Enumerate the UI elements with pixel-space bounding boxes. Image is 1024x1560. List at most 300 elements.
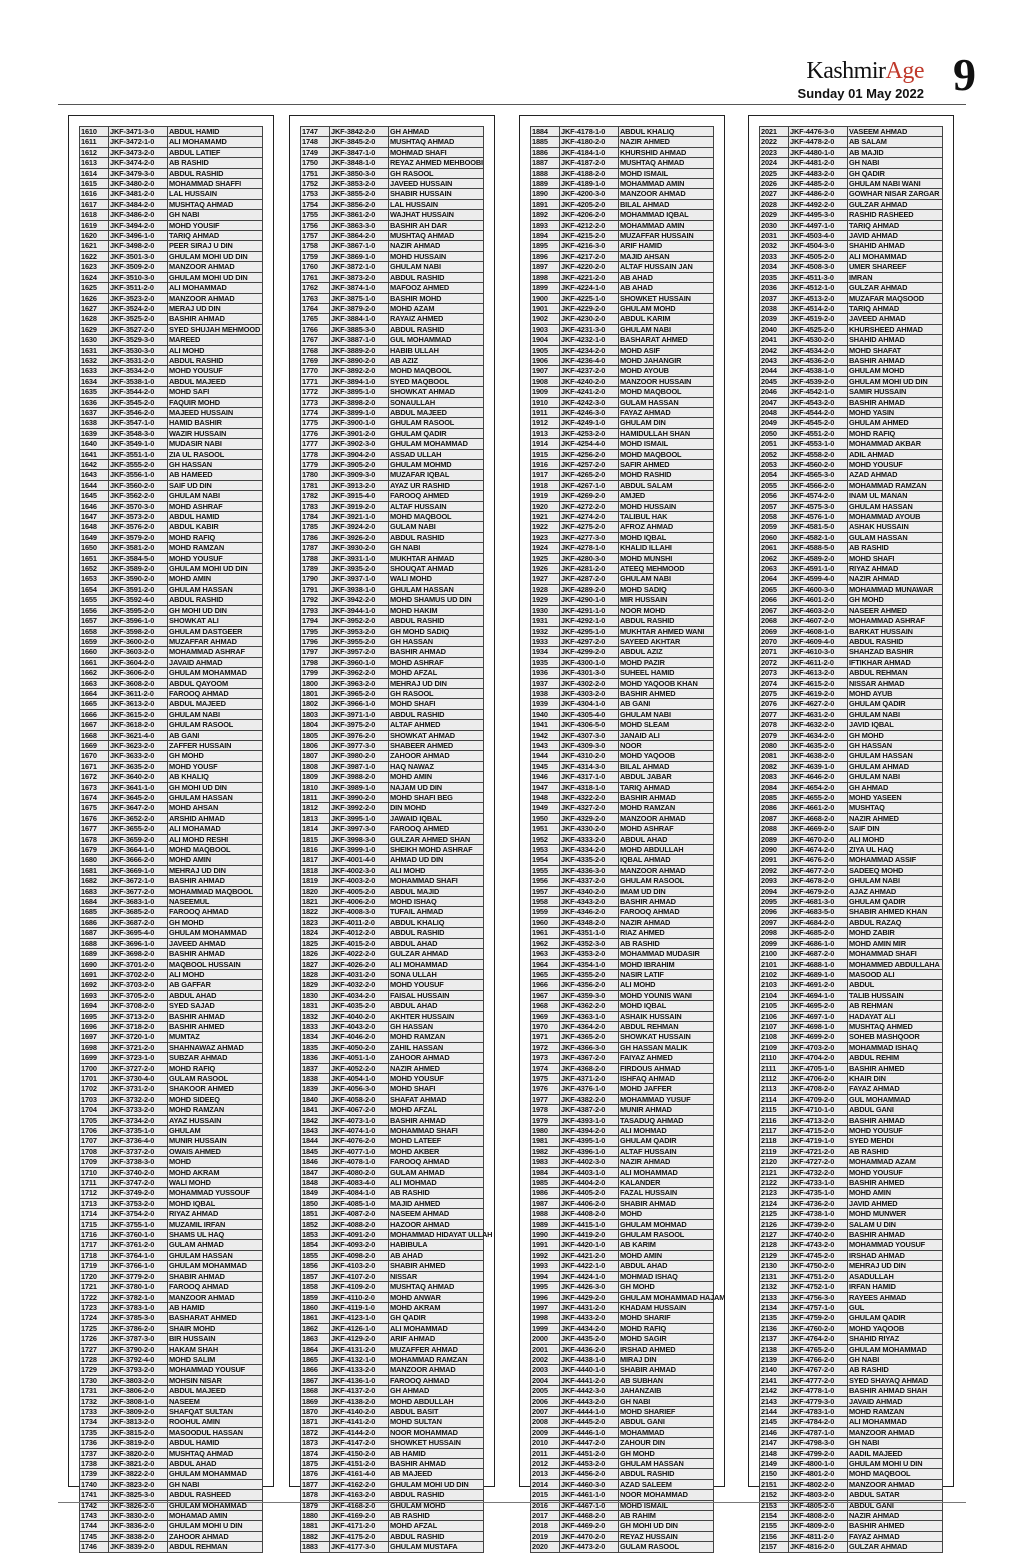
registration-id: JKF-4686-1-0: [789, 938, 848, 948]
table-row: [760, 376, 943, 386]
serial-number: 1858: [301, 1282, 330, 1292]
registration-id: JKF-4180-2-0: [560, 137, 619, 147]
serial-number: 2140: [760, 1365, 789, 1375]
person-name: MOHD ZABIR: [848, 928, 943, 938]
table-row: [531, 834, 714, 844]
serial-number: 1813: [301, 813, 330, 823]
registration-id: JKF-4330-2-0: [560, 824, 619, 834]
table-row: [531, 605, 714, 615]
registration-id: JKF-3496-1-0: [109, 231, 168, 241]
person-name: ABDUL RASHID: [619, 616, 714, 626]
serial-number: 1894: [531, 231, 560, 241]
table-row: [760, 147, 943, 157]
registration-id: JKF-4542-1-0: [789, 387, 848, 397]
registration-id: JKF-4015-2-0: [330, 938, 389, 948]
person-name: MOHD AMIN: [848, 1188, 943, 1198]
registration-id: JKF-3783-1-0: [109, 1302, 168, 1312]
table-row: [531, 293, 714, 303]
person-name: GHULAM: [168, 1126, 263, 1136]
serial-number: 1884: [531, 127, 560, 137]
person-name: FAYAZ AHMAD: [848, 1531, 943, 1541]
registration-id: JKF-3836-2-0: [109, 1521, 168, 1531]
serial-number: 1936: [531, 668, 560, 678]
serial-number: 1800: [301, 678, 330, 688]
registration-id: JKF-4545-2-0: [789, 418, 848, 428]
registration-id: JKF-3747-2-0: [109, 1178, 168, 1188]
person-name: BASHIR AHMAD: [848, 355, 943, 365]
serial-number: 1682: [80, 876, 109, 886]
person-name: GULZAR AHMAD: [848, 1542, 943, 1552]
person-name: GHULAM MOHD: [848, 366, 943, 376]
serial-number: 1850: [301, 1198, 330, 1208]
serial-number: 1761: [301, 272, 330, 282]
registration-id: JKF-3713-2-0: [109, 1011, 168, 1021]
serial-number: 1700: [80, 1063, 109, 1073]
registration-id: JKF-4576-1-0: [789, 512, 848, 522]
serial-number: 1902: [531, 314, 560, 324]
person-name: MOHD RAFIQ: [168, 1063, 263, 1073]
table-row: [531, 1261, 714, 1271]
registration-id: JKF-3987-1-0: [330, 761, 389, 771]
table-row: [80, 428, 263, 438]
table-row: [531, 626, 714, 636]
registration-id: JKF-3815-2-0: [109, 1427, 168, 1437]
registration-id: JKF-4422-1-0: [560, 1261, 619, 1271]
serial-number: 1778: [301, 449, 330, 459]
serial-number: 1691: [80, 969, 109, 979]
table-row: [80, 1396, 263, 1406]
registration-id: JKF-4765-2-0: [789, 1344, 848, 1354]
registration-id: JKF-4589-2-0: [789, 553, 848, 563]
registration-id: JKF-4514-2-0: [789, 303, 848, 313]
registration-id: JKF-4012-2-0: [330, 928, 389, 938]
table-row: [531, 803, 714, 813]
table-row: [760, 231, 943, 241]
serial-number: 1978: [531, 1105, 560, 1115]
serial-number: 2108: [760, 1032, 789, 1042]
registration-id: JKF-4363-1-0: [560, 1011, 619, 1021]
serial-number: 1966: [531, 980, 560, 990]
serial-number: 1756: [301, 220, 330, 230]
registration-id: JKF-3736-4-0: [109, 1136, 168, 1146]
person-name: GUL MOHAMMAD: [848, 1094, 943, 1104]
person-name: ABDUL RAZAQ: [848, 917, 943, 927]
serial-number: 1681: [80, 865, 109, 875]
list-table: [79, 126, 263, 1553]
table-row: [80, 314, 263, 324]
table-row: [760, 605, 943, 615]
person-name: JAVID AHMED: [848, 1198, 943, 1208]
table-row: [531, 251, 714, 261]
registration-id: JKF-4147-2-0: [330, 1438, 389, 1448]
registration-id: JKF-3547-1-0: [109, 418, 168, 428]
person-name: MOHD HUSSAIN: [619, 501, 714, 511]
person-name: MOHD RAMZAN: [168, 543, 263, 553]
registration-id: JKF-3942-2-0: [330, 595, 389, 605]
serial-number: 1901: [531, 303, 560, 313]
registration-id: JKF-4508-3-0: [789, 262, 848, 272]
registration-id: JKF-3551-1-0: [109, 449, 168, 459]
person-name: JAHANZAIB: [619, 1386, 714, 1396]
serial-number: 1945: [531, 761, 560, 771]
registration-id: JKF-4003-2-0: [330, 876, 389, 886]
table-row: [531, 1542, 714, 1552]
serial-number: 1680: [80, 855, 109, 865]
table-row: [301, 595, 484, 605]
registration-id: JKF-3989-1-0: [330, 782, 389, 792]
table-row: [80, 1073, 263, 1083]
person-name: MOHAMAD AMIN: [168, 1511, 263, 1521]
table-row: [301, 772, 484, 782]
table-row: [80, 179, 263, 189]
serial-number: 1950: [531, 813, 560, 823]
serial-number: 2139: [760, 1354, 789, 1364]
registration-id: JKF-4043-2-0: [330, 1021, 389, 1031]
table-row: [531, 460, 714, 470]
serial-number: 1719: [80, 1261, 109, 1271]
serial-number: 1648: [80, 522, 109, 532]
person-name: MUSHTAQ AHMAD: [619, 158, 714, 168]
person-name: ALI MOHAMMAD: [848, 251, 943, 261]
person-name: ABDUL RASHID: [168, 355, 263, 365]
serial-number: 2019: [531, 1531, 560, 1541]
person-name: RIYAZ AHMAD: [848, 564, 943, 574]
serial-number: 1641: [80, 449, 109, 459]
registration-id: JKF-4327-2-0: [560, 803, 619, 813]
registration-id: JKF-4685-2-0: [789, 928, 848, 938]
table-row: [301, 688, 484, 698]
registration-id: JKF-4732-2-0: [789, 1167, 848, 1177]
table-row: [80, 709, 263, 719]
table-row: [760, 1157, 943, 1167]
serial-number: 1714: [80, 1209, 109, 1219]
registration-id: JKF-4290-1-0: [560, 595, 619, 605]
person-name: MOHAMMAD YOUSUF: [168, 1365, 263, 1375]
table-row: [760, 1302, 943, 1312]
serial-number: 2149: [760, 1459, 789, 1469]
table-row: [531, 1178, 714, 1188]
serial-number: 1615: [80, 179, 109, 189]
table-row: [301, 668, 484, 678]
person-name: MERAJ UD DIN: [168, 303, 263, 313]
person-name: MOHD RAFIQ: [168, 532, 263, 542]
serial-number: 1684: [80, 897, 109, 907]
serial-number: 1633: [80, 366, 109, 376]
serial-number: 1765: [301, 314, 330, 324]
table-row: [301, 220, 484, 230]
table-row: [301, 1230, 484, 1240]
table-row: [301, 1136, 484, 1146]
registration-id: JKF-4140-2-0: [330, 1406, 389, 1416]
serial-number: 1829: [301, 980, 330, 990]
serial-number: 1922: [531, 522, 560, 532]
table-row: [760, 1115, 943, 1125]
person-name: SHOWKAT ALI: [168, 616, 263, 626]
serial-number: 1702: [80, 1084, 109, 1094]
person-name: ALI MOHAMMAD: [168, 283, 263, 293]
registration-id: JKF-4272-2-0: [560, 501, 619, 511]
serial-number: 1774: [301, 407, 330, 417]
person-name: GULAM RASOOL: [168, 1073, 263, 1083]
serial-number: 1820: [301, 886, 330, 896]
serial-number: 1623: [80, 262, 109, 272]
table-row: [531, 1344, 714, 1354]
serial-number: 2074: [760, 678, 789, 688]
table-row: [760, 1209, 943, 1219]
registration-id: JKF-3705-2-0: [109, 990, 168, 1000]
person-name: BASHIR MOHD: [389, 293, 484, 303]
registration-id: JKF-4246-3-0: [560, 407, 619, 417]
person-name: JAVID AHMAD: [848, 231, 943, 241]
table-row: [531, 1021, 714, 1031]
serial-number: 1760: [301, 262, 330, 272]
serial-number: 2054: [760, 470, 789, 480]
table-row: [301, 158, 484, 168]
serial-number: 1877: [301, 1479, 330, 1489]
registration-id: JKF-4364-2-0: [560, 1021, 619, 1031]
person-name: GH AHMAD: [389, 127, 484, 137]
registration-id: JKF-3806-2-0: [109, 1386, 168, 1396]
table-row: [301, 1354, 484, 1364]
person-name: MOHD SHARIF: [619, 1313, 714, 1323]
person-name: MAJEED HUSSAIN: [168, 407, 263, 417]
serial-number: 2007: [531, 1406, 560, 1416]
registration-id: JKF-4530-2-0: [789, 335, 848, 345]
registration-id: JKF-4050-2-0: [330, 1042, 389, 1052]
person-name: REYAZ AHMED MEHBOOBI: [390, 158, 483, 168]
serial-number: 1859: [301, 1292, 330, 1302]
person-name: ABDUL GANI: [848, 1500, 943, 1510]
person-name: JAVAID AHMAD: [168, 657, 263, 667]
table-row: [80, 636, 263, 646]
registration-id: JKF-3998-3-0: [330, 834, 389, 844]
serial-number: 1890: [531, 189, 560, 199]
table-row: [80, 1417, 263, 1427]
registration-id: JKF-4695-2-0: [789, 1001, 848, 1011]
table-row: [531, 865, 714, 875]
person-name: RAYAIZ AHMED: [389, 314, 484, 324]
registration-id: JKF-3655-2-0: [109, 824, 168, 834]
person-name: KALANDER: [619, 1178, 714, 1188]
registration-id: JKF-4110-2-0: [330, 1292, 389, 1302]
serial-number: 2099: [760, 938, 789, 948]
registration-id: JKF-4217-2-0: [560, 251, 619, 261]
person-name: NISSAR AHMAD: [848, 678, 943, 688]
table-row: [531, 345, 714, 355]
registration-id: JKF-4083-4-0: [330, 1178, 389, 1188]
person-name: GHULAM RASOOL: [389, 418, 484, 428]
serial-number: 2094: [760, 886, 789, 896]
person-name: GHULAM NABI: [848, 876, 943, 886]
person-name: AB HAMID: [168, 1302, 263, 1312]
table-row: [80, 938, 263, 948]
serial-number: 1995: [531, 1282, 560, 1292]
table-row: [760, 584, 943, 594]
table-row: [760, 460, 943, 470]
registration-id: JKF-4607-2-0: [789, 616, 848, 626]
person-name: ABDUL KHALIQ: [619, 127, 714, 137]
registration-id: JKF-4681-3-0: [789, 897, 848, 907]
person-name: MOHD RAFIQ: [848, 428, 943, 438]
registration-id: JKF-3523-2-0: [109, 293, 168, 303]
serial-number: 1636: [80, 397, 109, 407]
table-row: [760, 709, 943, 719]
registration-id: JKF-4221-2-0: [560, 272, 619, 282]
serial-number: 1631: [80, 345, 109, 355]
person-name: AB GAFFAR: [168, 980, 263, 990]
registration-id: JKF-4355-2-0: [560, 969, 619, 979]
table-row: [80, 251, 263, 261]
table-row: [80, 1323, 263, 1333]
serial-number: 1758: [301, 241, 330, 251]
table-row: [301, 314, 484, 324]
registration-id: JKF-3589-2-0: [109, 564, 168, 574]
serial-number: 2052: [760, 449, 789, 459]
table-row: [301, 501, 484, 511]
serial-number: 1843: [301, 1126, 330, 1136]
registration-id: JKF-4302-2-0: [560, 678, 619, 688]
serial-number: 1909: [531, 387, 560, 397]
registration-id: JKF-4301-3-0: [560, 668, 619, 678]
registration-id: JKF-4289-2-0: [560, 584, 619, 594]
registration-id: JKF-4738-1-0: [789, 1209, 848, 1219]
table-row: [301, 189, 484, 199]
registration-id: JKF-4396-1-0: [560, 1146, 619, 1156]
registration-id: JKF-4601-2-0: [789, 595, 848, 605]
table-row: [531, 1126, 714, 1136]
serial-number: 2104: [760, 990, 789, 1000]
person-name: BASHIR AH DAR: [389, 220, 484, 230]
table-row: [301, 387, 484, 397]
table-row: [80, 418, 263, 428]
person-name: NAZIR AHMED: [619, 137, 714, 147]
table-row: [301, 1292, 484, 1302]
registration-id: JKF-3766-1-0: [109, 1261, 168, 1271]
table-row: [301, 1188, 484, 1198]
registration-id: JKF-4497-1-0: [789, 220, 848, 230]
registration-id: JKF-4307-3-0: [560, 730, 619, 740]
registration-id: JKF-4304-1-0: [560, 699, 619, 709]
serial-number: 1983: [531, 1157, 560, 1167]
table-row: [301, 470, 484, 480]
registration-id: JKF-3555-2-0: [109, 460, 168, 470]
registration-id: JKF-3822-2-0: [109, 1469, 168, 1479]
serial-number: 1866: [301, 1365, 330, 1375]
person-name: SALAM U DIN: [848, 1219, 943, 1229]
serial-number: 1881: [301, 1521, 330, 1531]
serial-number: 2088: [760, 824, 789, 834]
serial-number: 1655: [80, 595, 109, 605]
registration-id: JKF-3754-2-0: [109, 1209, 168, 1219]
person-name: GH NABI: [389, 543, 484, 553]
serial-number: 1692: [80, 980, 109, 990]
serial-number: 1942: [531, 730, 560, 740]
person-name: IMRAN: [848, 272, 943, 282]
table-row: [760, 199, 943, 209]
registration-id: JKF-4721-2-0: [789, 1146, 848, 1156]
person-name: MOHAMMAD SHAFI: [848, 949, 943, 959]
person-name: ALTAF AHMED: [389, 720, 484, 730]
registration-id: JKF-3764-1-0: [109, 1250, 168, 1260]
serial-number: 1814: [301, 824, 330, 834]
registration-id: JKF-3570-3-0: [109, 501, 168, 511]
registration-id: JKF-4727-2-0: [789, 1157, 848, 1167]
serial-number: 2048: [760, 407, 789, 417]
person-name: ALI MOHD: [848, 834, 943, 844]
table-row: [80, 1167, 263, 1177]
registration-id: JKF-4478-2-0: [789, 137, 848, 147]
person-name: ABDUL: [848, 980, 943, 990]
registration-id: JKF-4715-2-0: [789, 1126, 848, 1136]
person-name: SHOWKAT HUSSAIN: [619, 1032, 714, 1042]
table-row: [760, 678, 943, 688]
person-name: MANZOOR AHMAD: [619, 813, 714, 823]
table-row: [301, 865, 484, 875]
registration-id: JKF-3874-1-0: [330, 283, 389, 293]
table-row: [80, 1271, 263, 1281]
person-name: MOHD SAFI: [168, 387, 263, 397]
serial-number: 1776: [301, 428, 330, 438]
person-name: FAROOQ AHMAD: [168, 907, 263, 917]
registration-id: JKF-3957-2-0: [330, 647, 389, 657]
registration-id: JKF-3813-2-0: [109, 1417, 168, 1427]
registration-id: JKF-4736-2-0: [789, 1198, 848, 1208]
serial-number: 1792: [301, 595, 330, 605]
person-name: TALIBUL HAK: [619, 512, 714, 522]
table-row: [80, 501, 263, 511]
serial-number: 1658: [80, 626, 109, 636]
registration-id: JKF-4034-2-0: [330, 990, 389, 1000]
table-row: [80, 366, 263, 376]
registration-id: JKF-3560-2-0: [109, 480, 168, 490]
serial-number: 1845: [301, 1146, 330, 1156]
registration-id: JKF-3621-4-0: [109, 730, 168, 740]
person-name: GHULAM NABI: [619, 574, 714, 584]
registration-id: JKF-4163-2-0: [330, 1490, 389, 1500]
table-row: [80, 751, 263, 761]
registration-id: JKF-3999-1-0: [330, 845, 389, 855]
table-row: [760, 772, 943, 782]
serial-number: 1979: [531, 1115, 560, 1125]
registration-id: JKF-3598-2-0: [109, 626, 168, 636]
person-name: AB KHALIQ: [168, 772, 263, 782]
table-row: [531, 491, 714, 501]
serial-number: 1770: [301, 366, 330, 376]
person-name: MOHAMMAD SHAFI: [389, 876, 484, 886]
serial-number: 1816: [301, 845, 330, 855]
person-name: AB SUBHAN: [619, 1375, 714, 1385]
registration-id: JKF-3803-2-0: [109, 1375, 168, 1385]
person-name: IFTIKHAR AHMAD: [848, 657, 943, 667]
registration-id: JKF-4295-1-0: [560, 626, 619, 636]
person-name: ALI MOHMAD: [389, 1178, 484, 1188]
registration-id: JKF-3944-1-0: [330, 605, 389, 615]
person-name: ABDUL KABIR: [168, 522, 263, 532]
person-name: GH HASSAN: [168, 460, 263, 470]
table-row: [531, 1531, 714, 1541]
serial-number: 1626: [80, 293, 109, 303]
serial-number: 2031: [760, 231, 789, 241]
table-row: [301, 1511, 484, 1521]
person-name: BASHIR AHMAD: [848, 1230, 943, 1240]
table-row: [301, 439, 484, 449]
registration-id: JKF-4760-2-0: [789, 1323, 848, 1333]
person-name: GHULAM NABI: [848, 709, 943, 719]
registration-id: JKF-4669-2-0: [789, 824, 848, 834]
table-row: [301, 751, 484, 761]
table-row: [80, 897, 263, 907]
serial-number: 2127: [760, 1230, 789, 1240]
